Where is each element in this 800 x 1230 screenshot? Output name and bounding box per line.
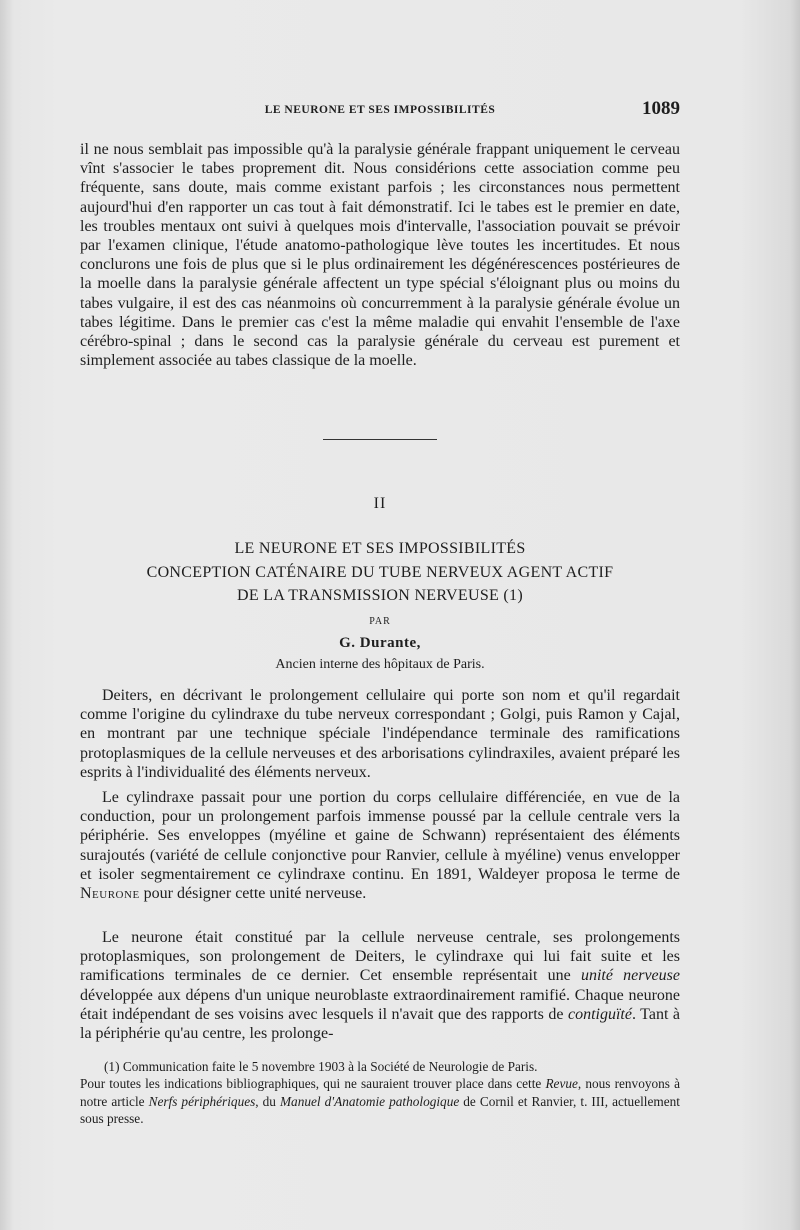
body-paragraph-1: Deiters, en décrivant le prolongement cellulaire qui porte son nom et qu'il regardait comme l'origine du cylindraxe du tube nerveux correspondant ; Golgi, puis Ramon y Cajal, en montrant par une technique spéciale l'indépendance terminale des ramifications protoplasmiques de la cellule nerveuses et des arborisations cylindraxiles, avaient préparé les esprits à l'individualité des éléments nerveux. (80, 687, 680, 781)
body-paragraph-2 (80, 788, 680, 903)
footnote-2 (80, 1075, 680, 1127)
byline-par: PAR (369, 616, 391, 627)
footnote-italic: Manuel d'Anatomie pathologique (279, 1093, 460, 1109)
footnote-italic: Nerfs périphériques (148, 1093, 256, 1109)
body-text: Le neurone était constitué par la cellule nerveuse centrale, ses prolongements protoplasmiques, son prolongement de Deiters, le cylindraxe qui lui fait suite et les ramifications terminales de ce dernier. Cet ensemble représentait une (80, 929, 680, 985)
footnote-text: , du (255, 1093, 280, 1109)
footnotes (80, 1058, 680, 1128)
author-name: G. Durante, (339, 635, 421, 651)
footnote-text: de Cornil et Ranvier, t. III, actuellement sous presse. (80, 1093, 680, 1127)
section-number: II (373, 495, 387, 512)
neurone-term: Neurone (80, 885, 140, 903)
footnote-text: Pour toutes les indications bibliographiques, qui ne sauraient trouver place dans cette (80, 1076, 546, 1092)
article-title-line-3: DE LA TRANSMISSION NERVEUSE (1) (237, 587, 523, 604)
emphasis-text: contiguïté (567, 1005, 632, 1023)
author-affiliation: Ancien interne des hôpitaux de Paris. (275, 657, 485, 672)
article-title-line-1: LE NEURONE ET SES IMPOSSIBILITÉS (234, 540, 526, 557)
article-title-line-2: CONCEPTION CATÉNAIRE DU TUBE NERVEUX AGENT ACTIF (146, 564, 614, 581)
body-paragraph-3 (80, 928, 680, 1043)
section-divider (323, 439, 437, 440)
page-number: 1089 (642, 98, 680, 119)
footnote-italic: Revue (545, 1076, 578, 1092)
body-text: pour désigner cette unité nerveuse. (139, 885, 367, 903)
running-head: LE NEURONE ET SES IMPOSSIBILITÉS (264, 104, 496, 116)
body-text: développée aux dépens d'un unique neuroblaste extraordinairement ramifié. Chaque neurone était indépendant de ses voisins avec lesquels il n'avait que des rapports de (80, 986, 680, 1023)
previous-article-paragraph: il ne nous semblait pas impossible qu'à la paralysie générale frappant uniquement le cerveau vînt s'associer le tabes proprement dit. Nous considérions cette association comme peu fréquente, sans doute, mais comme existant parfois ; les circonstances nous permettent aujourd'hui d'en rapporter un cas tout à fait démonstratif. Ici le tabes est le premier en date, les troubles mentaux ont suivi à quelques mois d'intervalle, l'association pouvait se prévoir par l'examen clinique, l'étude anatomo-pathologique lève toutes les incertitudes. Et nous conclurons une fois de plus que si le plus ordinairement les dégénérescences postérieures de la moelle dans la paralysie générale affectent un type spécial s'éloignant plus ou moins du tabes vulgaire, il est des cas néanmoins où concurremment à la paralysie générale évolue un tabes légitime. Dans le premier cas c'est la même maladie qui envahit l'ensemble de l'axe cérébro-spinal ; dans le second cas la paralysie générale du cerveau est purement et simplement associée au tabes classique de la moelle. (80, 141, 680, 370)
footnote-text: , nous renvoyons à notre article (80, 1076, 680, 1109)
footnote-1: (1) Communication faite le 5 novembre 1903 à la Société de Neurologie de Paris. (104, 1059, 538, 1074)
body-text: Le cylindraxe passait pour une portion du corps cellulaire différenciée, en vue de la conduction, pour un prolongement parfois immense poussé par la cellule centrale vers la périphérie. Ses enveloppes (myéline et gaine de Schwann) représentaient des éléments surajoutés (variété de cellule conjonctive pour Ranvier, cellule à myéline) venus envelopper et isoler segmentairement ce cylindraxe continu. En 1891, Waldeyer proposa le terme de (80, 789, 680, 883)
body-text: . Tant à la périphérie qu'au centre, les prolonge- (80, 1005, 680, 1043)
emphasis-text: unité nerveuse (580, 967, 680, 985)
